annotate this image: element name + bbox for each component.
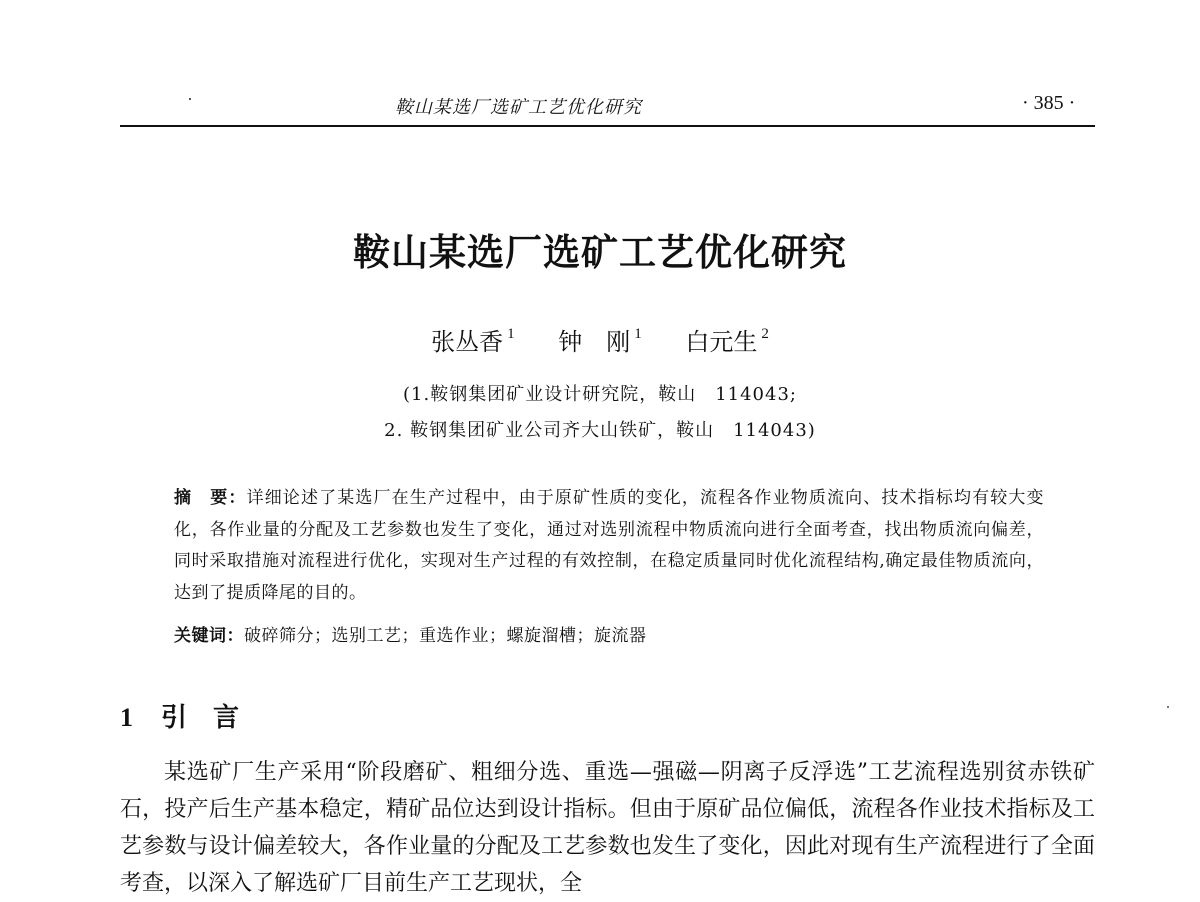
section-heading bbox=[120, 697, 239, 734]
author-list bbox=[0, 322, 1200, 357]
running-header-title: 鞍山某选厂选矿工艺优化研究 bbox=[395, 97, 642, 118]
author-name: 钟 刚 bbox=[558, 328, 631, 356]
keywords-text: 破碎筛分；选别工艺；重选作业；螺旋溜槽；旋流器 bbox=[244, 626, 647, 646]
keywords-label: 关键词： bbox=[174, 626, 244, 646]
abstract-label: 摘 要： bbox=[174, 488, 247, 508]
scan-speck bbox=[1167, 706, 1169, 708]
section-title: 引 言 bbox=[161, 703, 240, 733]
author-affil-mark: 2 bbox=[761, 326, 769, 342]
author-affil-mark: 1 bbox=[507, 326, 515, 342]
scan-speck bbox=[189, 98, 191, 100]
author-2 bbox=[558, 322, 642, 357]
keywords bbox=[174, 621, 1044, 646]
affiliation-2: 2. 鞍钢集团矿业公司齐大山铁矿，鞍山 114043) bbox=[384, 420, 816, 441]
author-name: 张丛香 bbox=[431, 328, 504, 356]
author-name: 白元生 bbox=[685, 328, 758, 356]
abstract bbox=[174, 483, 1044, 609]
affiliation-1: (1.鞍钢集团矿业设计研究院，鞍山 114043; bbox=[403, 384, 797, 405]
author-3 bbox=[685, 322, 769, 357]
body-paragraph: 某选矿厂生产采用“阶段磨矿、粗细分选、重选—强磁—阴离子反浮选”工艺流程选别贫赤铁矿石，投产后生产基本稳定，精矿品位达到设计指标。但由于原矿品位偏低，流程各作业技术指标及工艺参数与设计偏差较大，各作业量的分配及工艺参数也发生了变化，因此对现有生产流程进行了全面考查，以深入了解选矿厂目前生产工艺现状，全 bbox=[120, 760, 1095, 896]
section-number: 1 bbox=[120, 703, 133, 732]
paper-title: 鞍山某选厂选矿工艺优化研究 bbox=[353, 230, 847, 274]
header-rule bbox=[120, 125, 1095, 127]
abstract-text: 详细论述了某选厂在生产过程中，由于原矿性质的变化，流程各作业物质流向、技术指标均有较大变化，各作业量的分配及工艺参数也发生了变化，通过对选别流程中物质流向进行全面考查，找出物质流向偏差，同时采取措施对流程进行优化，实现对生产过程的有效控制，在稳定质量同时优化流程结构,确定最佳物质流向，达到了提质降尾的目的。 bbox=[174, 488, 1045, 603]
author-affil-mark: 1 bbox=[634, 326, 642, 342]
page-number: · 385 · bbox=[1022, 92, 1076, 114]
author-1 bbox=[431, 322, 515, 357]
